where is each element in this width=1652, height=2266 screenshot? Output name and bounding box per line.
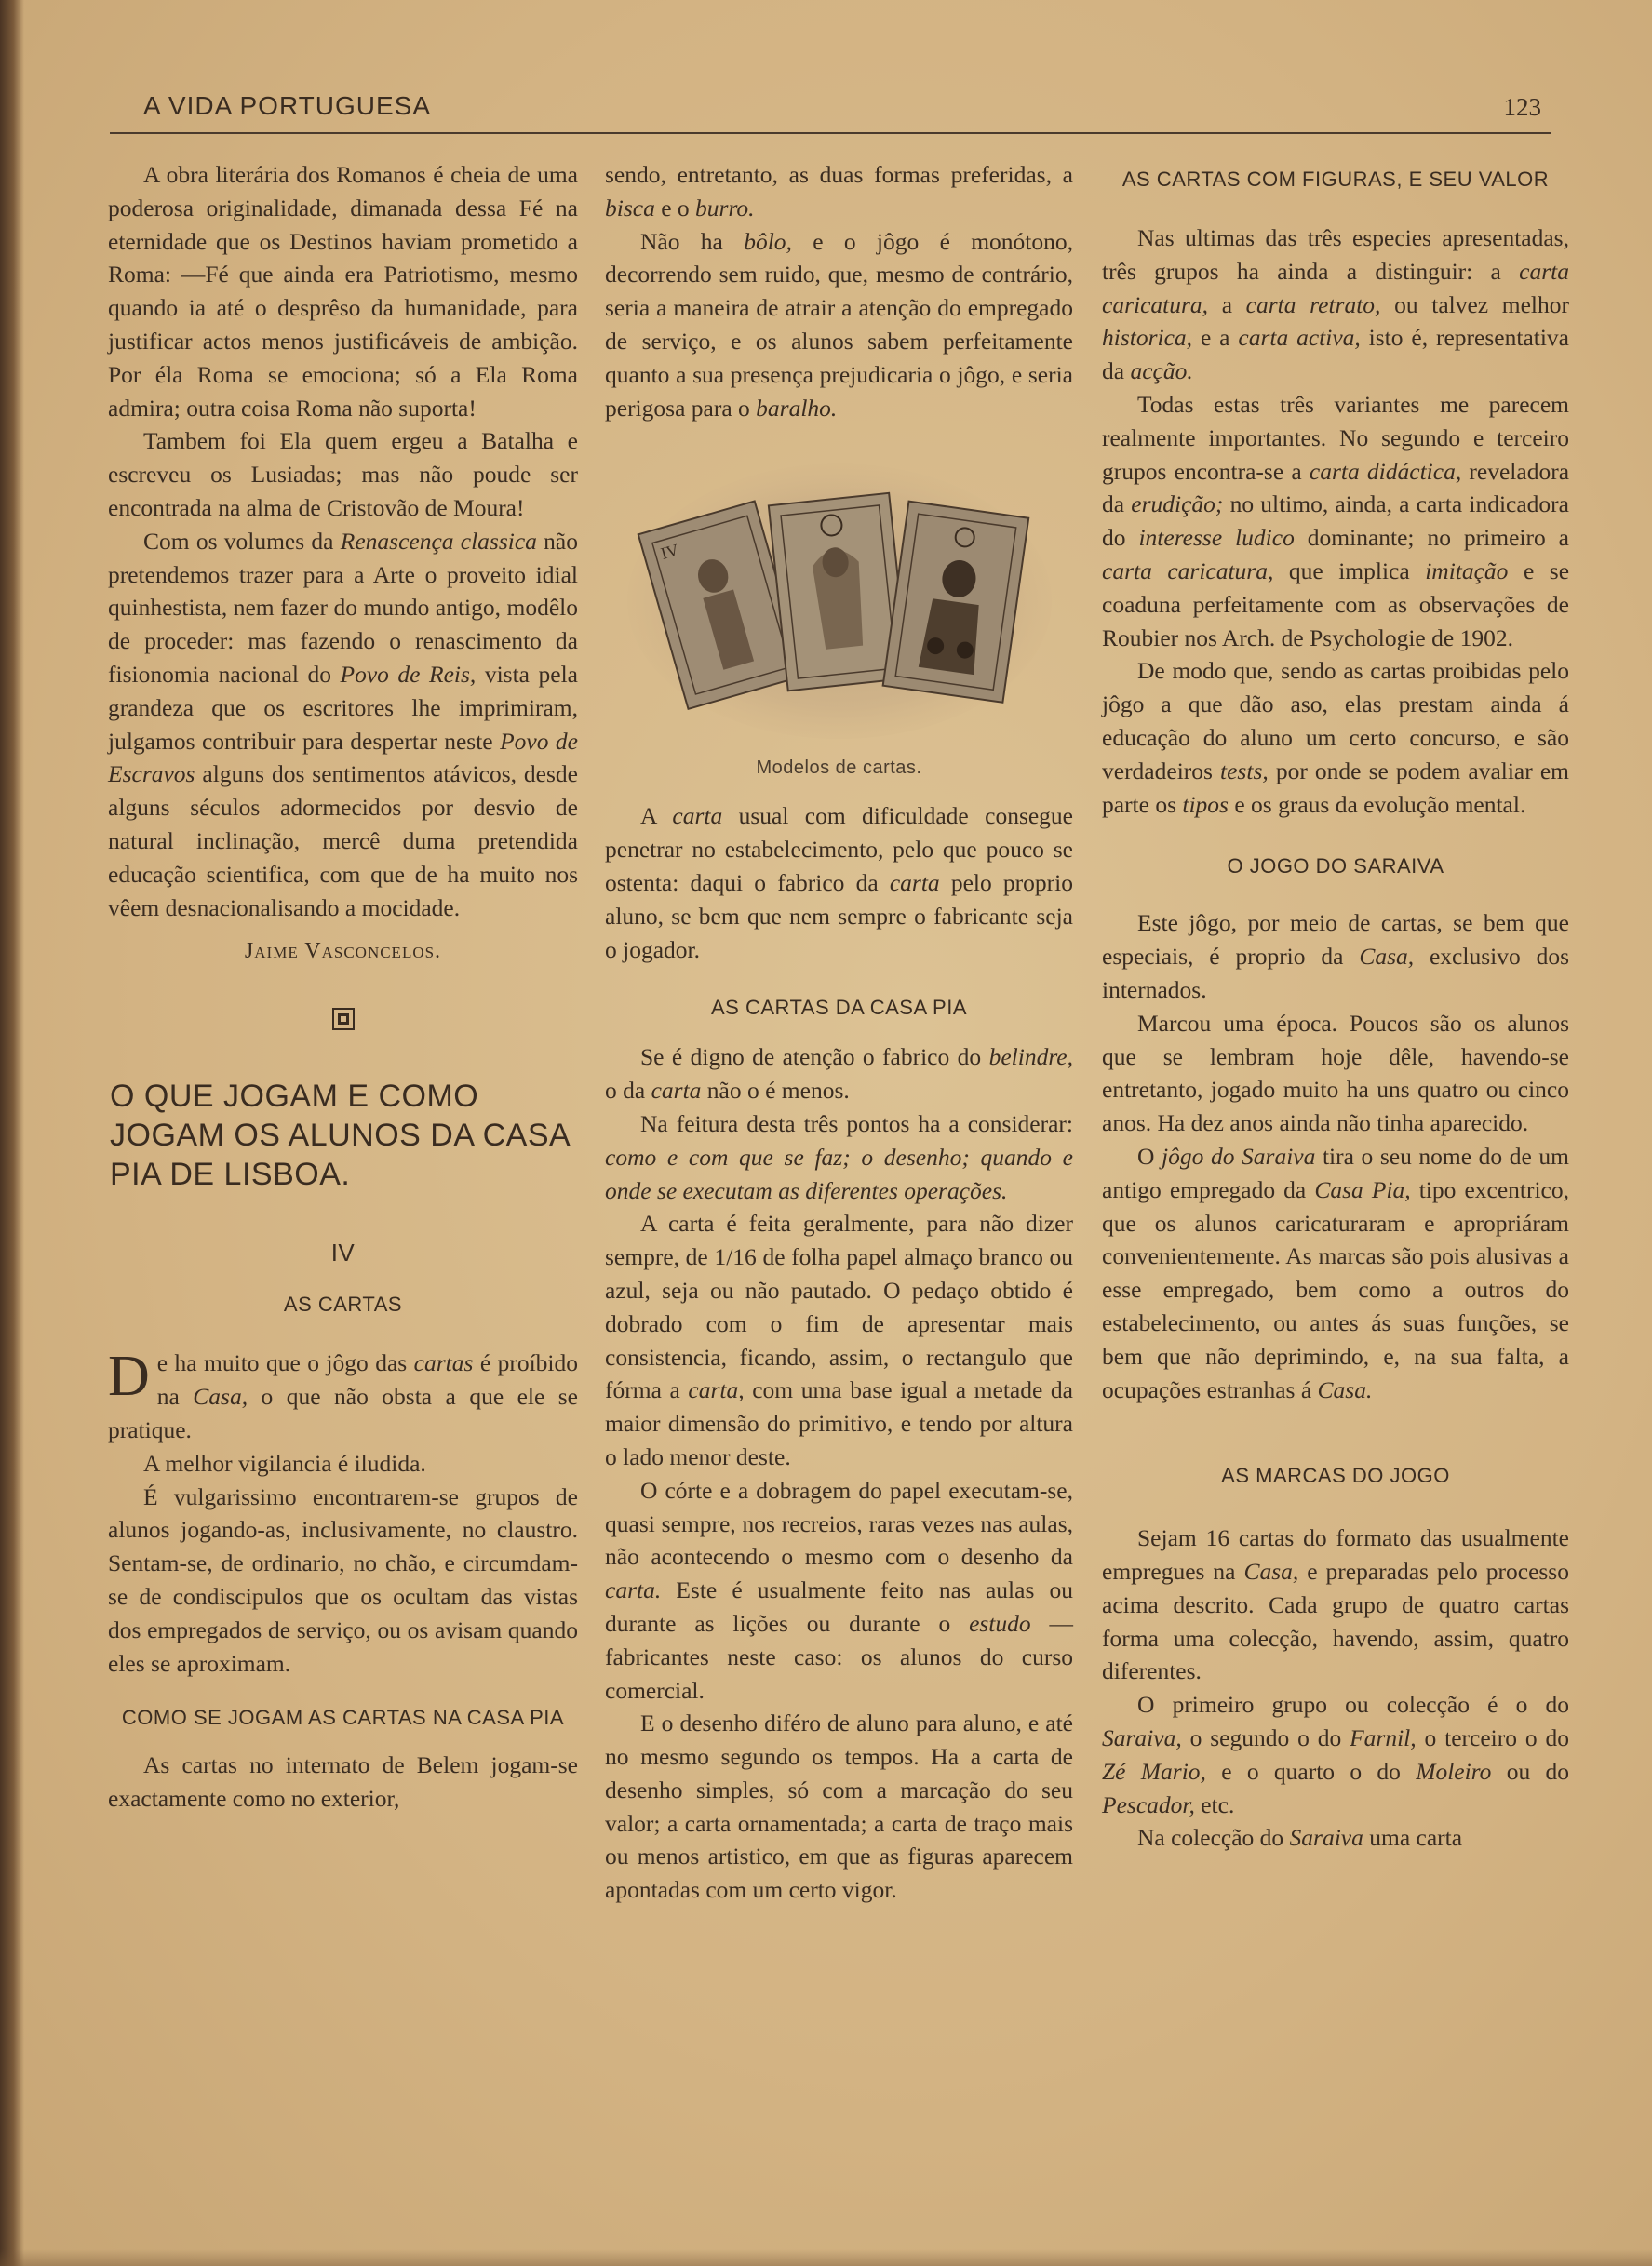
section-heading: AS MARCAS DO JOGO	[1221, 1464, 1450, 1488]
page-bottom-edge	[0, 2249, 1652, 2266]
column-3	[1102, 158, 1569, 1855]
paragraph: A melhor vigilancia é iludida.	[143, 1449, 426, 1477]
section-heading: O JOGO DO SARAIVA	[1227, 854, 1444, 878]
section-heading: AS CARTAS	[283, 1293, 403, 1317]
paragraph: A carta usual com dificuldade consegue penetrar no estabelecimento, pelo que pouco se ostenta: daqui o fabrico da carta pelo proprio aluno, se bem que nem sempre o fabricante seja o jogador.	[605, 802, 1074, 963]
paragraph: Tambem foi Ela quem ergeu a Batalha e escreveu os Lusiadas; mas não poude ser encontrada na alma de Cristovão de Moura!	[108, 427, 578, 521]
column-1	[108, 158, 578, 1816]
paragraph: De modo que, sendo as cartas proibidas pelo jôgo a que dão aso, elas prestam ainda á educação do aluno um certo concurso, e são verdadeiros tests, por onde se podem avaliar em parte os tipos e os graus da evolução mental.	[1102, 657, 1569, 818]
paragraph: O jôgo do Saraiva tira o seu nome do de um antigo empregado da Casa Pia, tipo excentrico, que os alunos caricaturaram e apropriáram convenientemente. As marcas são pois alusivas a esse empregado, bem como a outros do estabelecimento, ou antes ás suas funções, se bem que não deprimindo, e, na sua falta, a ocupações estranhas á Casa.	[1102, 1142, 1570, 1403]
paragraph: Na colecção do Saraiva uma carta	[1137, 1824, 1463, 1852]
paragraph: Este jôgo, por meio de cartas, se bem que especiais, é proprio da Casa, exclusivo dos internados.	[1102, 909, 1569, 1003]
section-heading: AS CARTAS COM FIGURAS, E SEU VALOR	[1121, 168, 1550, 191]
paragraph: Nas ultimas das três especies apresentadas, três grupos ha ainda a distinguir: a carta caricatura, a carta retrato, ou talvez melhor historica, e a carta activa, isto é, representativa da acção.	[1102, 224, 1569, 385]
paragraph: Não ha bôlo, e o jôgo é monótono, decorrendo sem ruido, que, mesmo de contrário, seria a maneira de atrair a atenção do empregado de serviço, e os alunos sabem perfeitamente quanto a sua presença prejudicaria o jôgo, e seria perigosa para o baralho.	[605, 227, 1073, 422]
section-heading: COMO SE JOGAM AS CARTAS NA CASA PIA	[121, 1706, 565, 1730]
paragraph: E o desenho diféro de aluno para aluno, e até no mesmo segundo os tempos. Ha a carta de desenho simples, só com a marcação do seu valor; a carta ornamentada; a carta de traço mais ou menos artistico, em que as figuras aparecem apontadas com um certo vigor.	[605, 1710, 1073, 1904]
paragraph: Na feitura desta três pontos ha a considerar: como e com que se faz; o desenho; quando e onde se executam as diferentes operações.	[605, 1109, 1073, 1204]
paragraph: Com os volumes da Renascença classica não pretendemos trazer para a Arte o proveito idial quinhestista, nem fazer do mundo antigo, modêlo de proceder: mas fazendo o renascimento da fisionomia nacional do Povo de Reis, vista pela grandeza que os escritores lhe imprimiram, julgamos contribuir para despertar neste Povo de Escravos alguns dos sentimentos atávicos, desde alguns séculos adormecidos por desvio de natural inclinação, mercê duma pretendida educação scientifica, com que de ha muito nos vêem desnacionalisando a mocidade.	[108, 527, 579, 921]
paragraph: Sejam 16 cartas do formato das usualmente empregues na Casa, e preparadas pelo processo acima descrito. Cada grupo de quatro cartas forma uma colecção, havendo, assim, quatro diferentes.	[1102, 1524, 1569, 1685]
paragraph: É vulgarissimo encontrarem-se grupos de alunos jogando-as, inclusivamente, no claustro. Sentam-se, de ordinario, no chão, e circumdam-se de condiscipulos que os ocultam das vistas dos empregados de serviço, ou os avisam quando eles se aproximam.	[108, 1482, 578, 1677]
page-binding-edge	[0, 0, 24, 2266]
author-signature: Jaime Vasconcelos.	[244, 939, 442, 964]
paragraph: sendo, entretanto, as duas formas preferidas, a bisca e o burro.	[605, 161, 1073, 221]
paragraph: Se é digno de atenção o fabrico do belindre, o da carta não o é menos.	[605, 1043, 1073, 1105]
part-number: IV	[330, 1239, 356, 1267]
ornament-icon	[108, 1007, 578, 1036]
paragraph: As cartas no internato de Belem jogam-se exactamente como no exterior,	[108, 1751, 578, 1813]
drop-cap: D	[108, 1345, 150, 1409]
svg-text:IV: IV	[658, 540, 681, 564]
journal-title: A VIDA PORTUGUESA	[143, 91, 432, 120]
paragraph: O córte e a dobragem do papel executam-se, quasi sempre, nos recreios, raras vezes nas aulas, não acontecendo o mesmo com o desenho da carta. Este é usualmente feito nas aulas ou durante as lições ou durante o estudo — fabricantes neste caso: os alunos do curso comercial.	[605, 1476, 1073, 1704]
section-heading: AS CARTAS DA CASA PIA	[710, 996, 967, 1020]
paragraph: Marcou uma época. Poucos são os alunos que se lembram hoje dêle, havendo-se entretanto, jogado muito ha uns quatro ou cinco anos. Ha dez anos ainda não tinha aparecido.	[1102, 1009, 1569, 1137]
article-title: O QUE JOGAM E COMO JOGAM OS ALUNOS DA CASA PIA DE LISBOA.	[110, 1079, 570, 1193]
paragraph: Todas estas três variantes me parecem realmente importantes. No segundo e terceiro grupos encontra-se a carta didáctica, reveladora da erudição; no ultimo, ainda, a carta indicadora do interesse ludico dominante; no primeiro a carta caricatura, que implica imitação e se coaduna perfeitamente com as observações de Roubier nos Arch. de Psychologie de 1902.	[1102, 390, 1570, 651]
running-header	[110, 87, 1551, 134]
playing-cards-illustration	[625, 462, 1054, 741]
paragraph: A obra literária dos Romanos é cheia de uma poderosa originalidade, dimanada dessa Fé na eternidade que os Destinos haviam prometido a Roma: —Fé que ainda era Patriotismo, mesmo quando ia até o desprêso da humanidade, para justificar actos menos justificáveis de ambição. Por éla Roma se emociona; só a Ela Roma admira; outra coisa Roma não suporta!	[108, 161, 578, 422]
paragraph: A carta é feita geralmente, para não dizer sempre, de 1/16 de folha papel almaço branco ou azul, seja ou não pautado. O pedaço obtido é dobrado com o fim de apresentar mais consistencia, ficando, assim, o rectangulo que fórma a carta, com uma base igual a metade da maior dimensão do primitivo, e tendo por altura o lado menor deste.	[605, 1210, 1073, 1470]
card-right	[882, 502, 1028, 703]
column-2	[605, 158, 1073, 1907]
figure-caption: Modelos de cartas.	[756, 758, 922, 779]
paragraph: De ha muito que o jôgo das cartas é proíbido na Casa, o que não obsta a que ele se pratique.	[108, 1345, 578, 1443]
page-number: 123	[1503, 93, 1541, 121]
paragraph: O primeiro grupo ou colecção é o do Saraiva, o segundo o do Farnil, o terceiro o do Zé Mario, e o quarto o do Moleiro ou do Pescador, etc.	[1102, 1691, 1570, 1818]
